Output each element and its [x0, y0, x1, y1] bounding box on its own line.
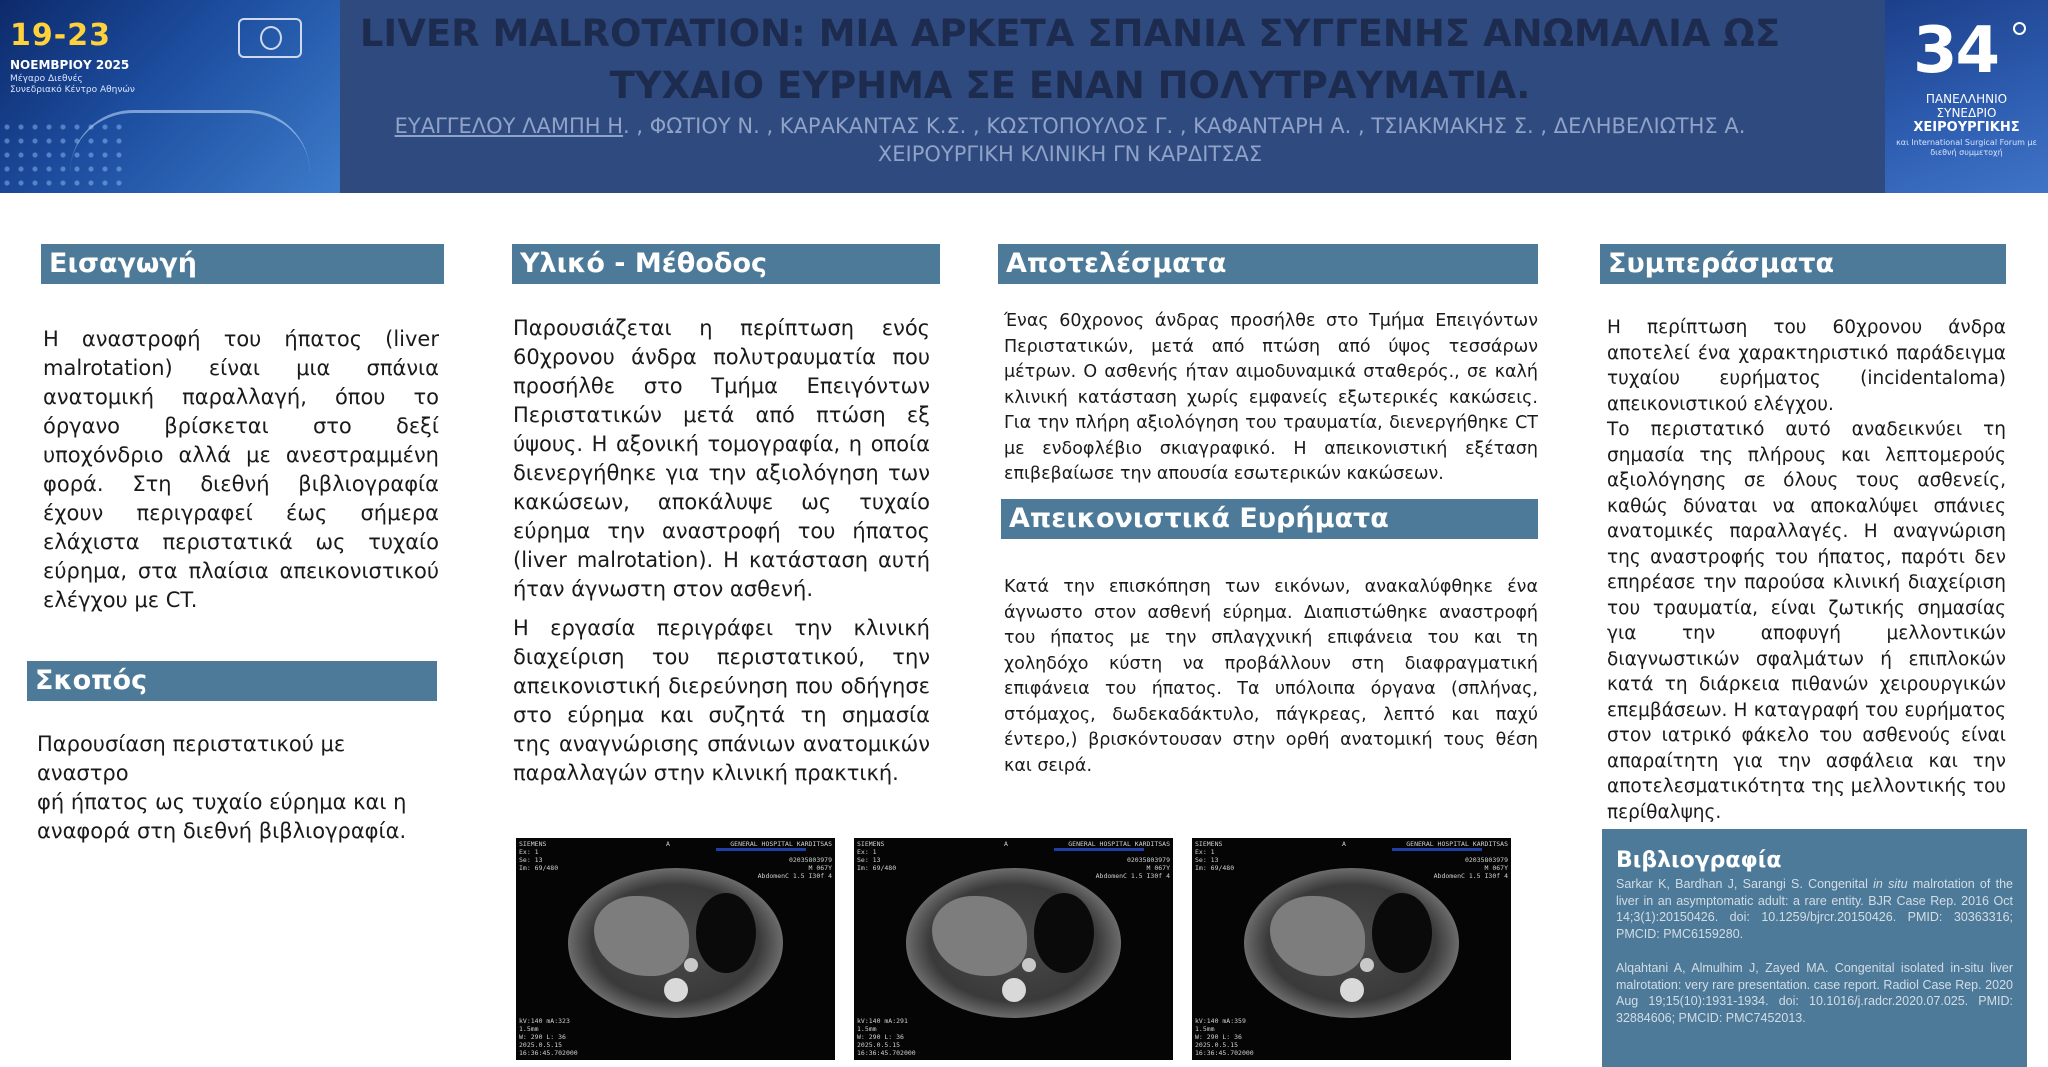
reference-italic: in situ [1873, 877, 1908, 891]
ct-scan-image-1 [516, 838, 835, 1060]
ct-slice: 1.5mm [857, 1025, 877, 1033]
ct-brand: SIEMENS [1195, 840, 1223, 848]
imaging-text: Κατά την επισκόπηση των εικόνων, ανακαλύφθηκε ένα άγνωστο στον ασθενή εύρημα. Διαπιστώθηκε αναστροφή του ήπατος με την σπλαγχνική επιφάνεια του και τη χοληδόχο κύστη να προβάλλουν στη διαφραγματική επιφάνεια του ήπατος. Τα υπόλοιπα όργανα (σπλήνας, στόμαχος, δωδεκαδάκτυλο, πάγκρεας, λεπτό και παχύ έντερο,) βρισκόντουσαν στην ορθή ανατομική τους θέση και σειρά. [1004, 577, 1538, 776]
ct-image-number: Im: 69/480 [1195, 864, 1235, 872]
imaging-heading: Απεικονιστικά Ευρήματα [1001, 499, 1538, 539]
intro-heading: Εισαγωγή [41, 244, 444, 284]
ct-window: W: 290 L: 36 [857, 1033, 904, 1041]
ct-window: W: 290 L: 36 [519, 1033, 566, 1041]
ct-header-left [1195, 840, 1234, 872]
ct-lung [1372, 893, 1432, 973]
ct-aorta [1022, 958, 1036, 972]
ct-date: 2025.0.5.15 [1195, 1041, 1239, 1049]
ct-orientation: A [1342, 840, 1346, 848]
ct-time: 16:36:45.702000 [1195, 1049, 1254, 1057]
ct-sex-age: M 067Y [1146, 864, 1170, 872]
ct-patient-id: 02035803979 [788, 856, 832, 864]
ct-spine [1002, 978, 1026, 1002]
methods-heading: Υλικό - Μέθοδος [512, 244, 940, 284]
ct-protocol: AbdomenC 1.5 I30f 4 [757, 872, 832, 880]
reference-text: Sarkar K, Bardhan J, Sarangi S. Congenital [1616, 877, 1874, 891]
results-text: Ένας 60χρονος άνδρας προσήλθε στο Τμήμα Επειγόντων Περιστατικών, μετά από πτώση από ύψος τεσσάρων μέτρων. Ο ασθενής ήταν αιμοδυναμικά σταθερός., σε καλή κλινική κατάσταση χωρίς εμφανείς εξωτερικές κακώσεις. Για την πλήρη αξιολόγηση του τραυματία, διενεργήθηκε CT με ενδοφλέβιο σκιαγραφικό. Η απεικονιστική εξέταση επιβεβαίωσε την απουσία εσωτερικών κακώσεων. [1004, 311, 1538, 484]
ct-footer [519, 1017, 578, 1057]
ct-series: Se: 13 [519, 856, 543, 864]
logo-subtext: και International Surgical Forum με διεθνή συμμετοχή [1896, 138, 2037, 157]
ordinal-mark-icon [2013, 22, 2026, 35]
ct-lung [1034, 893, 1094, 973]
ct-spine [664, 978, 688, 1002]
ct-brand: SIEMENS [519, 840, 547, 848]
ct-patient-id: 02035803979 [1126, 856, 1170, 864]
ct-series: Se: 13 [857, 856, 881, 864]
ct-time: 16:36:45.702000 [519, 1049, 578, 1057]
ct-protocol: AbdomenC 1.5 I30f 4 [1433, 872, 1508, 880]
congress-logo-right [1885, 0, 2048, 193]
authors-block [350, 112, 1790, 168]
ct-exam: Ex: 1 [857, 848, 877, 856]
methods-paragraph: Παρουσιάζεται η περίπτωση ενός 60χρονου άνδρα πολυτραυματία που προσήλθε στο Τμήμα Επειγόντων Περιστατικών μετά από πτώση εξ ύψους. Η αξονική τομογραφία, η οποία διενεργήθηκε για την αξιολόγηση των κακώσεων, αποκάλυψε ως τυχαίο εύρημα την αναστροφή του ήπατος (liver malrotation). Η κατάσταση αυτή ήταν άγνωστη στον ασθενή. [513, 316, 930, 601]
ct-orientation: A [666, 840, 670, 848]
ct-window: W: 290 L: 36 [1195, 1033, 1242, 1041]
ct-series: Se: 13 [1195, 856, 1219, 864]
ct-time: 16:36:45.702000 [857, 1049, 916, 1057]
ct-exam: Ex: 1 [1195, 848, 1215, 856]
ct-protocol: AbdomenC 1.5 I30f 4 [1095, 872, 1170, 880]
ct-lung [696, 893, 756, 973]
ct-sex-age: M 067Y [1484, 864, 1508, 872]
aim-text [37, 730, 437, 846]
venue-line: Συνεδριακό Κέντρο Αθηνών [10, 85, 135, 95]
ct-scan-image-2 [854, 838, 1173, 1060]
author-list [350, 112, 1790, 140]
ct-aorta [684, 958, 698, 972]
ct-image-number: Im: 69/480 [857, 864, 897, 872]
reference-1 [1616, 876, 2013, 942]
congress-number: 34 [1913, 14, 1999, 88]
title-line: ΤΥΧΑΙΟ ΕΥΡΗΜΑ ΣΕ ΕΝΑΝ ΠΟΛΥΤΡΑΥΜΑΤΙΑ. [609, 64, 1531, 107]
bibliography-heading: Βιβλιογραφία [1616, 848, 1782, 873]
logo-text: ΧΕΙΡΟΥΡΓΙΚΗΣ [1913, 120, 2020, 135]
aim-line: φή ήπατος ως τυχαίο εύρημα και η [37, 790, 407, 814]
venue-line: Μέγαρο Διεθνές [10, 74, 83, 84]
ct-kv: kV:140 mA:359 [1195, 1017, 1246, 1025]
ct-aorta [1360, 958, 1374, 972]
ct-hospital: GENERAL HOSPITAL KARDITSAS [730, 840, 832, 848]
ct-hospital: GENERAL HOSPITAL KARDITSAS [1406, 840, 1508, 848]
conclusions-text [1607, 315, 2006, 825]
ct-scan-image-3 [1192, 838, 1511, 1060]
conclusions-paragraph: Η περίπτωση του 60χρονου άνδρα αποτελεί ένα χαρακτηριστικό παράδειγμα τυχαίου ευρήματος (incidentaloma) απεικονιστικού ελέγχου. [1607, 317, 2006, 415]
ct-date: 2025.0.5.15 [519, 1041, 563, 1049]
co-authors: . , ΦΩΤΙΟΥ Ν. , ΚΑΡΑΚΑΝΤΑΣ Κ.Σ. , ΚΩΣΤΟΠΟΥΛΟΣ Γ. , ΚΑΦΑΝΤΑΡΗ Α. , ΤΣΙΑΚΜΑΚΗΣ Σ. , ΔΕΛΗΒΕΛΙΩΤΗΣ Α. [623, 114, 1746, 138]
title-line: LIVER MALROTATION: ΜΙΑ ΑΡΚΕΤΑ ΣΠΑΝΙΑ ΣΥΓΓΕΝΗΣ ΑΝΩΜΑΛΙΑ ΩΣ [359, 12, 1781, 55]
society-seal-icon [238, 18, 302, 58]
affiliation: ΧΕΙΡΟΥΡΓΙΚΗ ΚΛΙΝΙΚΗ ΓΝ ΚΑΡΔΙΤΣΑΣ [877, 142, 1263, 166]
poster-title [350, 8, 1790, 112]
aim-heading: Σκοπός [27, 661, 437, 701]
aim-line: Παρουσίαση περιστατικού με αναστρο [37, 732, 346, 785]
congress-dates: 19-23 [10, 18, 111, 53]
ct-date: 2025.0.5.15 [857, 1041, 901, 1049]
ct-header-right [730, 840, 832, 880]
ct-patient-id: 02035803979 [1464, 856, 1508, 864]
ct-kv: kV:140 mA:291 [857, 1017, 908, 1025]
reference-text: malrotation of the liver in an asymptomatic adult: a rare entity. BJR Case Rep. 2016 Oct 14;3(1):20150426. doi: 10.1259/bjrcr.20150426. PMID: 30363316; PMCID: PMC6159280. [1616, 877, 2013, 941]
first-author: ΕΥΑΓΓΕΛΟΥ ΛΑΜΠΗ Η [394, 114, 624, 138]
logo-text: ΣΥΝΕΔΡΙΟ [1936, 106, 1997, 120]
intro-text: Η αναστροφή του ήπατος (liver malrotation) είναι μια σπάνια ανατομική παραλλαγή, όπου το όργανο βρίσκεται στο δεξί υποχόνδριο αλλά με ανεστραμμένη φορά. Στη διεθνή βιβλιογραφία έχουν περιγραφεί έως σήμερα ελάχιστα περιστατικά ως τυχαίο εύρημα, στα πλαίσια απεικονιστικού ελέγχου με CT. [43, 327, 439, 612]
ct-hospital: GENERAL HOSPITAL KARDITSAS [1068, 840, 1170, 848]
congress-logo-left [0, 0, 340, 193]
ct-spine [1340, 978, 1364, 1002]
ct-header-left [857, 840, 896, 872]
ct-slice: 1.5mm [1195, 1025, 1215, 1033]
ct-footer [1195, 1017, 1254, 1057]
congress-venue [10, 74, 160, 96]
ct-kv: kV:140 mA:323 [519, 1017, 570, 1025]
ct-exam: Ex: 1 [519, 848, 539, 856]
ct-header-left [519, 840, 558, 872]
ct-header-right [1406, 840, 1508, 880]
ct-slice: 1.5mm [519, 1025, 539, 1033]
reference-2: Alqahtani A, Almulhim J, Zayed MA. Congenital isolated in-situ liver malrotation: very rare presentation. case report. Radiol Case Rep. 2020 Aug 19;15(10):1931-1934. doi: 10.1016/j.radcr.2020.07.025. PMID: 32884606; PMCID: PMC7452013. [1616, 961, 2013, 1025]
ct-brand: SIEMENS [857, 840, 885, 848]
ct-footer [857, 1017, 916, 1057]
methods-paragraph: Η εργασία περιγράφει την κλινική διαχείριση του περιστατικού, την απεικονιστική διερεύνηση που οδήγησε στο εύρημα και συζητά τη σημασία της αναγνώρισης σπάνιων ανατομικών παραλλαγών στην κλινική πρακτική. [513, 616, 930, 785]
logo-text: ΠΑΝΕΛΛΗΝΙΟ [1925, 92, 2008, 106]
conclusions-heading: Συμπεράσματα [1600, 244, 2006, 284]
paragraph-spacer [513, 604, 930, 614]
ct-image-number: Im: 69/480 [519, 864, 559, 872]
ct-sex-age: M 067Y [808, 864, 832, 872]
aim-line: αναφορά στη διεθνή βιβλιογραφία. [37, 819, 407, 843]
results-heading: Αποτελέσματα [998, 244, 1538, 284]
methods-text [513, 314, 930, 788]
robotic-hand-illustration [70, 110, 310, 173]
conclusions-paragraph: Το περιστατικό αυτό αναδεικνύει τη σημασία της πλήρους και λεπτομερούς αξιολόγησης σε όλους τους ασθενείς, καθώς δύναται να αποκαλύψει σπάνιες ανατομικές παραλλαγές. Η αναγνώριση της αναστροφής του ήπατος, παρότι δεν επηρέασε την παρούσα κλινική διαχείριση του τραυματία, είναι ζωτικής σημασίας για την αποφυγή μελλοντικών διαγνωστικών σφαλμάτων ή επιπλοκών κατά τη διάρκεια πιθανών χειρουργικών επεμβάσεων. Η καταγραφή του ευρήματος στον ιατρικό φάκελο του ασθενούς είναι απαραίτητη για την ασφάλεια και την αποτελεσματικότητα της μελλοντικής του περίθαλψης. [1607, 419, 2006, 823]
ct-header-right [1068, 840, 1170, 880]
ct-orientation: A [1004, 840, 1008, 848]
congress-month: ΝΟΕΜΒΡΙΟΥ 2025 [10, 58, 130, 72]
